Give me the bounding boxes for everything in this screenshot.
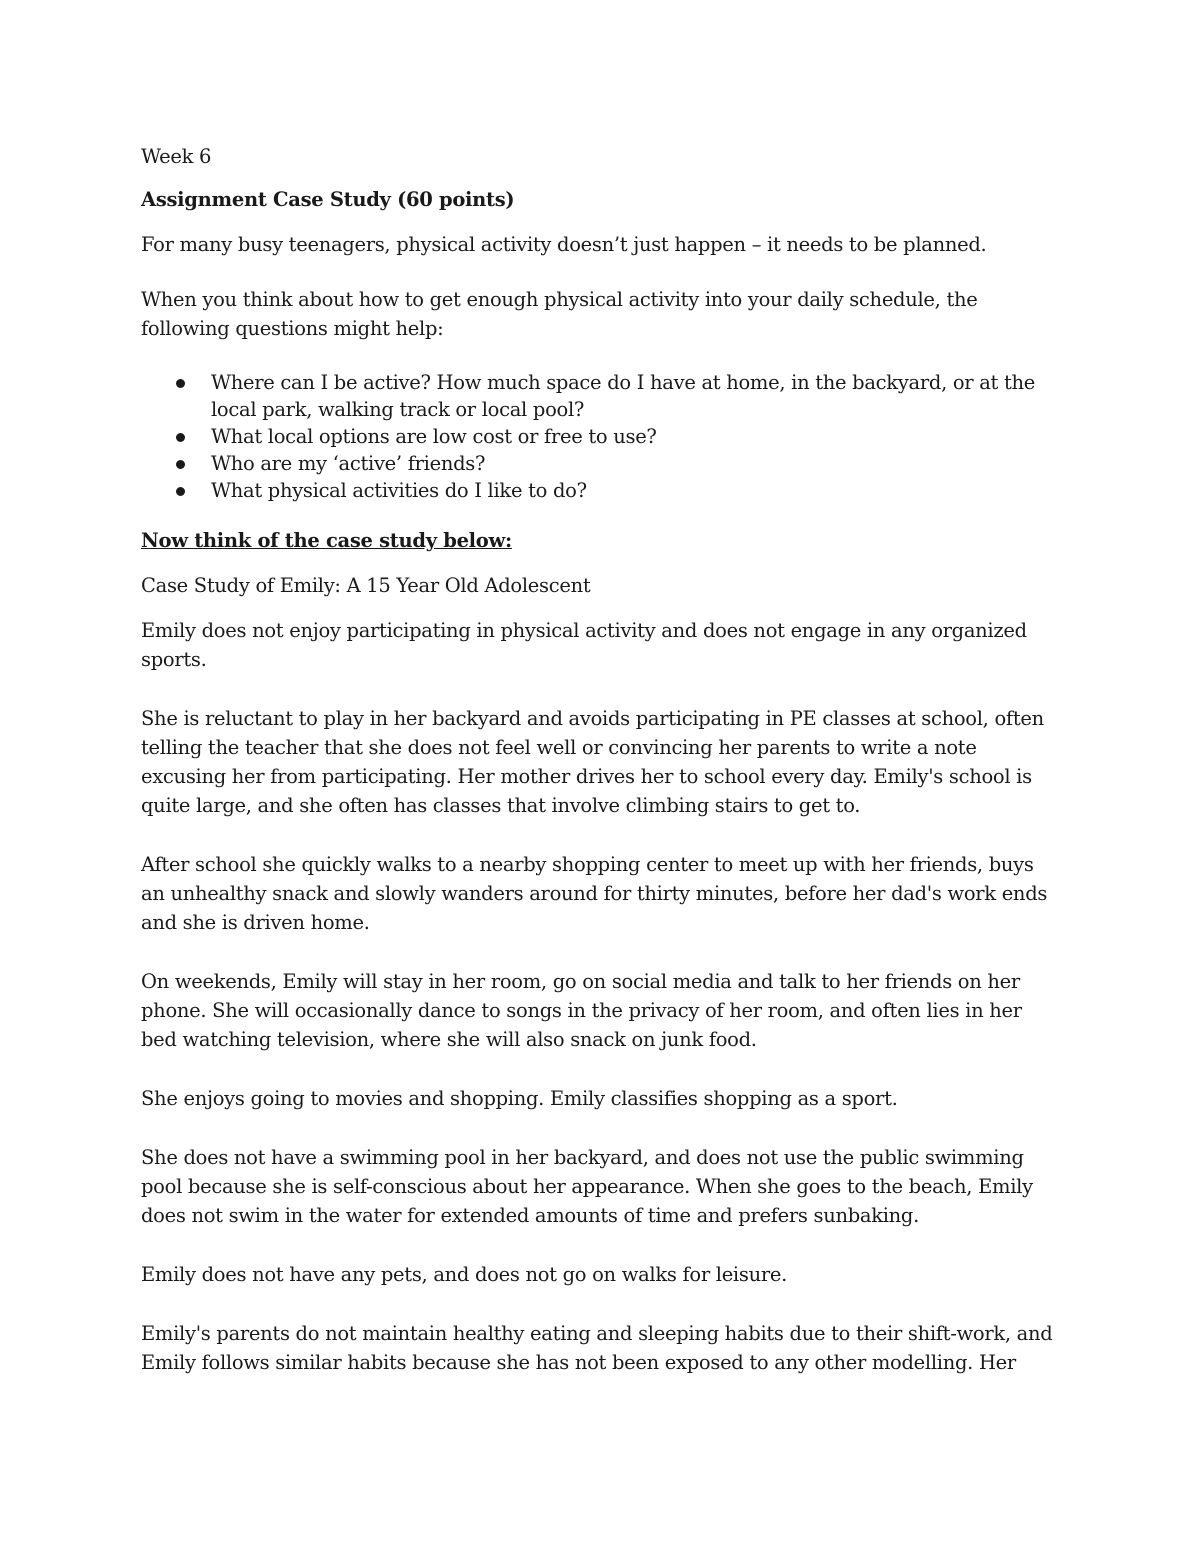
case-paragraph: She is reluctant to play in her backyard and avoids participating in PE classes at school, often telling the teacher that she does not feel well or convincing her parents to write a note excusing her from participating. Her mother drives her to school every day. Emily's school is quite large, and she often has classes that involve climbing stairs to get to.	[141, 707, 1044, 817]
question-list	[141, 369, 1061, 504]
questions-lead: When you think about how to get enough physical activity into your daily schedule, the following questions might help:	[141, 288, 978, 340]
week-label: Week 6	[141, 145, 212, 168]
case-paragraph: Emily's parents do not maintain healthy eating and sleeping habits due to their shift-work, and Emily follows similar habits because she has not been exposed to any other modelling. Her	[141, 1322, 1053, 1374]
question-text: What physical activities do I like to do?	[211, 479, 587, 502]
list-item	[141, 477, 1061, 504]
question-text: What local options are low cost or free to use?	[211, 425, 657, 448]
bullet-icon	[176, 487, 185, 496]
question-text: Where can I be active? How much space do I have at home, in the backyard, or at the local park, walking track or local pool?	[211, 371, 1036, 421]
case-paragraph: Emily does not enjoy participating in physical activity and does not engage in any organized sports.	[141, 619, 1027, 671]
case-study-title: Case Study of Emily: A 15 Year Old Adolescent	[141, 574, 591, 597]
list-item	[141, 450, 1061, 477]
list-item	[141, 423, 1061, 450]
bullet-icon	[176, 433, 185, 442]
bullet-icon	[176, 460, 185, 469]
case-paragraph: Emily does not have any pets, and does not go on walks for leisure.	[141, 1263, 787, 1286]
assignment-heading: Assignment Case Study (60 points)	[141, 188, 515, 211]
case-study-heading: Now think of the case study below:	[141, 529, 512, 552]
list-item	[141, 369, 1061, 423]
bullet-icon	[176, 379, 185, 388]
intro-paragraph: For many busy teenagers, physical activity doesn’t just happen – it needs to be planned.	[141, 233, 987, 256]
question-text: Who are my ‘active’ friends?	[211, 452, 486, 475]
document-body	[141, 142, 1061, 1407]
case-paragraph: On weekends, Emily will stay in her room, go on social media and talk to her friends on her phone. She will occasionally dance to songs in the privacy of her room, and often lies in her bed watching television, where she will also snack on junk food.	[141, 970, 1022, 1051]
case-paragraph: After school she quickly walks to a nearby shopping center to meet up with her friends, buys an unhealthy snack and slowly wanders around for thirty minutes, before her dad's work ends and she is driven home.	[141, 853, 1048, 934]
case-paragraph: She does not have a swimming pool in her backyard, and does not use the public swimming pool because she is self-conscious about her appearance. When she goes to the beach, Emily does not swim in the water for extended amounts of time and prefers sunbaking.	[141, 1146, 1033, 1227]
case-paragraph: She enjoys going to movies and shopping. Emily classifies shopping as a sport.	[141, 1087, 898, 1110]
